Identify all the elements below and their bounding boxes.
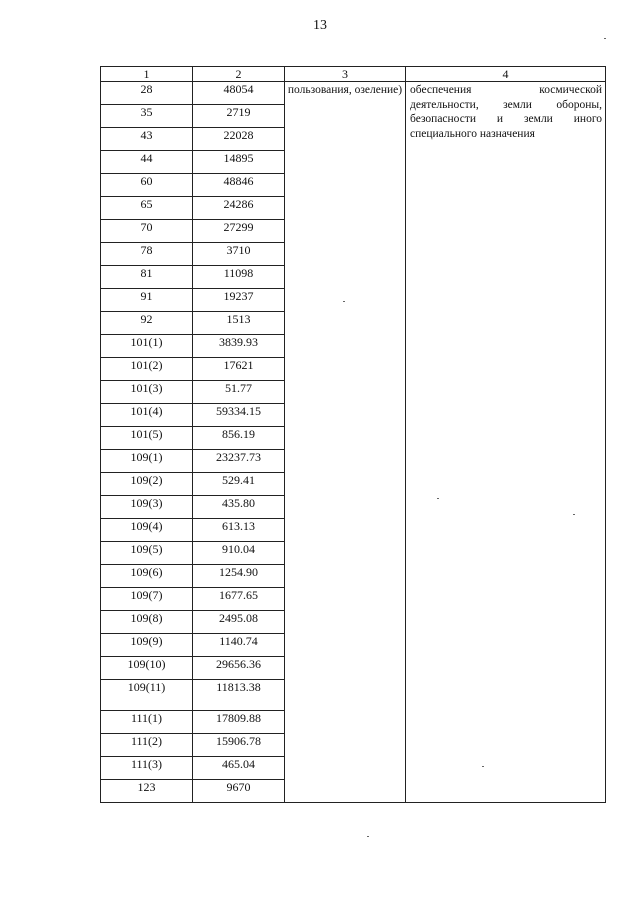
area-cell: 3839.93 (193, 335, 285, 358)
plot-number-cell: 101(5) (101, 427, 193, 450)
plot-number-cell: 109(9) (101, 634, 193, 657)
plot-number-cell: 111(3) (101, 757, 193, 780)
plot-number-cell: 109(10) (101, 657, 193, 680)
header-col-4: 4 (406, 67, 606, 82)
area-cell: 29656.36 (193, 657, 285, 680)
plot-number-cell: 78 (101, 243, 193, 266)
header-col-2: 2 (193, 67, 285, 82)
plot-number-cell: 109(4) (101, 519, 193, 542)
plot-number-cell: 60 (101, 174, 193, 197)
area-cell: 17621 (193, 358, 285, 381)
area-cell: 14895 (193, 151, 285, 174)
plot-number-cell: 101(3) (101, 381, 193, 404)
plot-number-cell: 109(6) (101, 565, 193, 588)
area-cell: 48054 (193, 82, 285, 105)
area-cell: 9670 (193, 780, 285, 803)
header-row (101, 67, 606, 82)
plot-number-cell: 109(11) (101, 680, 193, 711)
scan-speck (573, 514, 575, 515)
page-number: 13 (313, 18, 327, 33)
plot-number-cell: 35 (101, 105, 193, 128)
scan-speck (437, 498, 439, 499)
area-cell: 15906.78 (193, 734, 285, 757)
plot-number-cell: 111(1) (101, 711, 193, 734)
header-col-1: 1 (101, 67, 193, 82)
area-cell: 529.41 (193, 473, 285, 496)
area-cell: 1254.90 (193, 565, 285, 588)
plot-number-cell: 28 (101, 82, 193, 105)
header-col-3: 3 (285, 67, 406, 82)
area-cell: 19237 (193, 289, 285, 312)
area-cell: 1677.65 (193, 588, 285, 611)
area-cell: 17809.88 (193, 711, 285, 734)
area-cell: 51.77 (193, 381, 285, 404)
area-cell: 1140.74 (193, 634, 285, 657)
plot-number-cell: 92 (101, 312, 193, 335)
land-plots-table (100, 66, 606, 803)
land-category-cell: обеспечения космической деятельности, земли обороны, безопасности и земли иного специального назначения (406, 82, 606, 803)
plot-number-cell: 44 (101, 151, 193, 174)
plot-number-cell: 109(2) (101, 473, 193, 496)
plot-number-cell: 109(3) (101, 496, 193, 519)
scan-speck (482, 766, 484, 767)
plot-number-cell: 109(5) (101, 542, 193, 565)
scan-speck (604, 38, 606, 39)
plot-number-cell: 109(1) (101, 450, 193, 473)
plot-number-cell: 109(8) (101, 611, 193, 634)
area-cell: 465.04 (193, 757, 285, 780)
plot-number-cell: 43 (101, 128, 193, 151)
scan-speck (343, 301, 345, 302)
area-cell: 11813.38 (193, 680, 285, 711)
plot-number-cell: 109(7) (101, 588, 193, 611)
plot-number-cell: 111(2) (101, 734, 193, 757)
plot-number-cell: 81 (101, 266, 193, 289)
area-cell: 27299 (193, 220, 285, 243)
area-cell: 856.19 (193, 427, 285, 450)
area-cell: 1513 (193, 312, 285, 335)
plot-number-cell: 91 (101, 289, 193, 312)
plot-number-cell: 65 (101, 197, 193, 220)
area-cell: 48846 (193, 174, 285, 197)
area-cell: 24286 (193, 197, 285, 220)
area-cell: 23237.73 (193, 450, 285, 473)
area-cell: 59334.15 (193, 404, 285, 427)
table-row (101, 82, 606, 105)
table-header (101, 67, 606, 82)
permitted-use-cell: пользования, озеление) (285, 82, 406, 803)
area-cell: 613.13 (193, 519, 285, 542)
plot-number-cell: 123 (101, 780, 193, 803)
area-cell: 3710 (193, 243, 285, 266)
table-body (101, 82, 606, 803)
area-cell: 2495.08 (193, 611, 285, 634)
area-cell: 910.04 (193, 542, 285, 565)
area-cell: 2719 (193, 105, 285, 128)
area-cell: 435.80 (193, 496, 285, 519)
scan-speck (367, 836, 369, 837)
plot-number-cell: 70 (101, 220, 193, 243)
plot-number-cell: 101(2) (101, 358, 193, 381)
area-cell: 22028 (193, 128, 285, 151)
plot-number-cell: 101(4) (101, 404, 193, 427)
plot-number-cell: 101(1) (101, 335, 193, 358)
area-cell: 11098 (193, 266, 285, 289)
